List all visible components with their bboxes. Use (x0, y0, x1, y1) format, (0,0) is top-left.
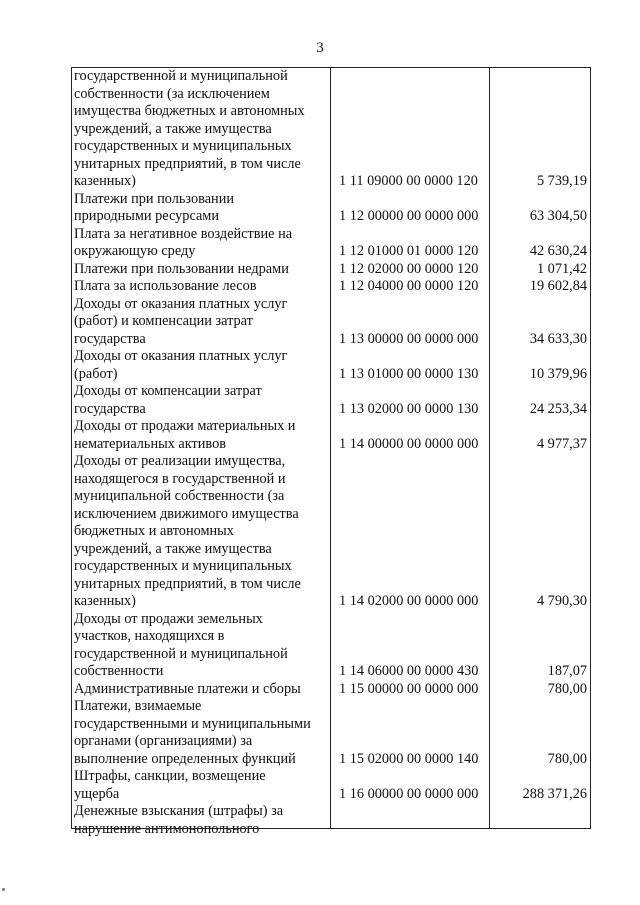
budget-code-cell: 1 12 00000 00 0000 000 (339, 208, 479, 224)
table-row (72, 383, 590, 418)
amount-cell: 42 630,24 (529, 243, 587, 259)
table-row (72, 191, 590, 226)
budget-code-cell: 1 13 02000 00 0000 130 (339, 400, 479, 417)
budget-code-cell: 1 12 01000 01 0000 120 (339, 243, 479, 259)
amount-cell: 288 371,26 (522, 785, 587, 802)
revenue-name-cell: Плата за негативное воздействие на окружающую среду (74, 225, 293, 259)
revenue-name-cell: Административные платежи и сборы (74, 680, 301, 697)
amount-cell: 4 790,30 (536, 593, 587, 609)
budget-code-cell: 1 13 00000 00 0000 000 (339, 330, 479, 347)
amount-cell: 63 304,50 (529, 208, 587, 224)
budget-revenue-table (71, 67, 591, 837)
table-row (72, 803, 590, 838)
table-row (72, 68, 590, 191)
amount-cell: 780,00 (547, 680, 587, 697)
amount-cell: 187,07 (547, 663, 587, 679)
revenue-name-cell: Доходы от продажи земельных участков, находящихся в государственной и муниципальной собственности (74, 610, 288, 679)
table-row (72, 768, 590, 803)
revenue-name-cell: Платежи, взимаемые государственными и муниципальными органами (организациями) за выполнение определенных функций (74, 698, 311, 767)
revenue-name-cell: Денежные взыскания (штрафы) за нарушение антимонопольного (74, 803, 284, 837)
page-number: 3 (316, 40, 324, 56)
revenue-name-cell: Доходы от реализации имущества, находящегося в государственной и муниципальной собственности (за исключением движимого имущества бюджетных и автономных учреждений, а также имущества государственных и муниципальных унитарных предприятий, в том числе казенных) (74, 453, 301, 609)
scan-speck (2, 888, 5, 891)
budget-code-cell: 1 16 00000 00 0000 000 (339, 785, 479, 802)
table-row (72, 296, 590, 349)
budget-code-cell: 1 11 09000 00 0000 120 (339, 173, 478, 189)
revenue-name-cell: Плата за использование лесов (74, 278, 257, 294)
table-body (72, 68, 590, 838)
revenue-name-cell: Доходы от оказания платных услуг (работ) и компенсации затрат государства (74, 295, 288, 347)
budget-code-cell: 1 15 00000 00 0000 000 (339, 680, 479, 697)
amount-cell: 24 253,34 (529, 400, 587, 417)
table-row (72, 698, 590, 768)
table-row (72, 278, 590, 296)
revenue-name-cell: Платежи при пользовании природными ресурсами (74, 190, 234, 224)
budget-code-cell: 1 14 00000 00 0000 000 (339, 435, 479, 452)
amount-cell: 34 633,30 (529, 330, 587, 347)
amount-cell: 19 602,84 (529, 278, 587, 294)
budget-code-cell: 1 12 04000 00 0000 120 (339, 278, 479, 294)
amount-cell: 780,00 (547, 750, 587, 767)
budget-code-cell: 1 15 02000 00 0000 140 (339, 750, 479, 767)
budget-code-cell: 1 14 06000 00 0000 430 (339, 663, 479, 679)
budget-code-cell: 1 12 02000 00 0000 120 (339, 260, 479, 277)
table-row (72, 681, 590, 699)
table-row (72, 348, 590, 383)
revenue-name-cell: Доходы от компенсации затрат государства (74, 383, 262, 417)
table-row (72, 611, 590, 681)
amount-cell: 4 977,37 (536, 435, 587, 452)
budget-code-cell: 1 14 02000 00 0000 000 (339, 593, 479, 609)
revenue-name-cell: государственной и муниципальной собственности (за исключением имущества бюджетных и автономных учреждений, а также имущества государственных и муниципальных унитарных предприятий, в том числе казенных) (74, 68, 305, 189)
table-row (72, 453, 590, 611)
revenue-name-cell: Доходы от оказания платных услуг (работ) (74, 348, 288, 382)
revenue-name-cell: Платежи при пользовании недрами (74, 260, 289, 277)
budget-code-cell: 1 13 01000 00 0000 130 (339, 365, 479, 382)
table-row (72, 418, 590, 453)
amount-cell: 1 071,42 (536, 260, 587, 277)
revenue-name-cell: Доходы от продажи материальных и нематериальных активов (74, 418, 296, 452)
table-row (72, 226, 590, 261)
revenue-name-cell: Штрафы, санкции, возмещение ущерба (74, 768, 266, 802)
amount-cell: 10 379,96 (529, 365, 587, 382)
table-row (72, 261, 590, 279)
amount-cell: 5 739,19 (536, 173, 587, 189)
